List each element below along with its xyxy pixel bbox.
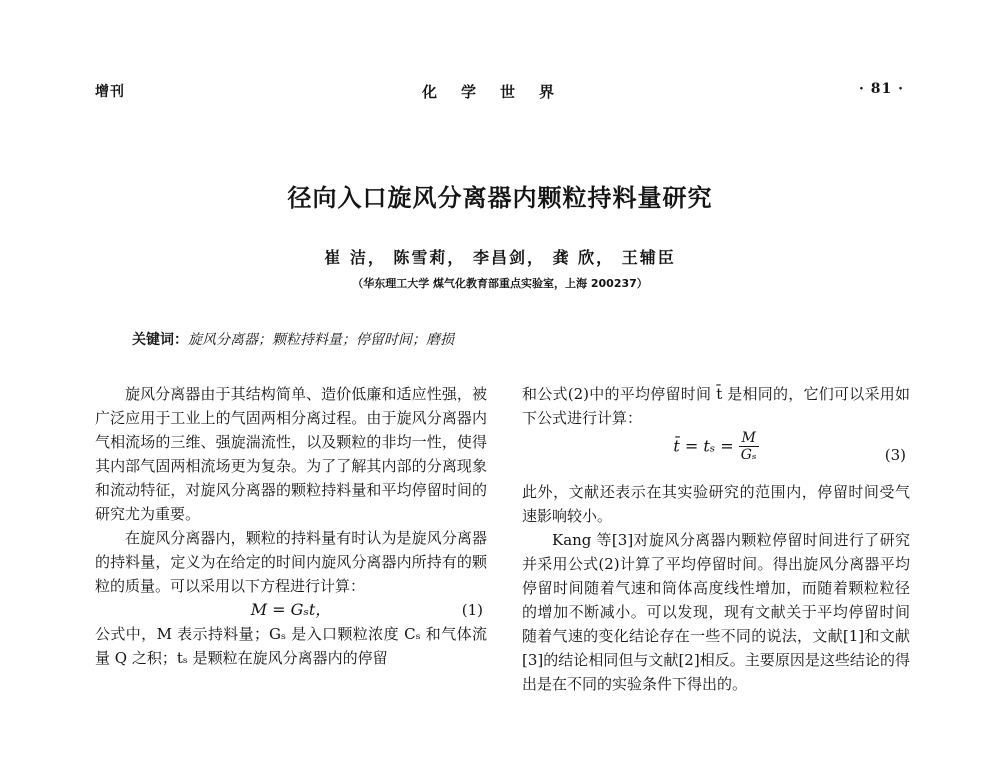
left-column — [95, 382, 487, 670]
equation-lhs: t̄ = tₛ = — [673, 436, 739, 456]
paragraph: 此外，文献还表示在其实验研究的范围内，停留时间受气速影响较小。 — [522, 483, 910, 525]
paragraph: 在旋风分离器内，颗粒的持料量有时认为是旋风分离器的持料量，定义为在给定的时间内旋风分离器内所持有的颗粒的质量。可以采用以下方程进行计算： — [95, 529, 487, 595]
paragraph: 公式中，M 表示持料量；Gₛ 是入口颗粒浓度 Cₛ 和气体流量 Q 之积；tₛ 是颗粒在旋风分离器内的停留 — [95, 625, 487, 667]
equation-1 — [95, 598, 487, 622]
journal-section-label: 增刊 — [95, 84, 125, 100]
author-list: 崔 洁， 陈雪莉， 李昌剑， 龚 欣， 王辅臣 — [324, 248, 676, 267]
keywords-line — [132, 329, 454, 349]
journal-name: 化学世界 — [421, 83, 578, 101]
right-column — [522, 382, 910, 696]
author-affiliation: （华东理工大学 煤气化教育部重点实验室，上海 200237） — [352, 277, 648, 290]
equation-body: M = Gₛt， — [250, 600, 332, 619]
page-number: · 81 · — [859, 81, 904, 97]
fraction-denominator: Gₛ — [740, 447, 757, 463]
fraction-numerator: M — [739, 430, 759, 447]
paragraph: 和公式(2)中的平均停留时间 t̄ 是相同的，它们可以采用如下公式进行计算： — [522, 385, 910, 427]
paper-title: 径向入口旋风分离器内颗粒持料量研究 — [287, 184, 713, 212]
equation-number: (3) — [884, 446, 906, 464]
fraction — [739, 430, 759, 463]
paragraph: Kang 等[3]对旋风分离器内颗粒停留时间进行了研究并采用公式(2)计算了平均停留时间。得出旋风分离器平均停留时间随着气速和筒体高度线性增加，而随着颗粒粒径的增加不断减小。可以发现，现有文献关于平均停留时间随着气速的变化结论存在一些不同的说法，文献[1]和文献[3]的结论相同但与文献[2]相反。主要原因是这些结论的得出是在不同的实验条件下得出的。 — [522, 531, 910, 693]
keywords-text: 旋风分离器；颗粒持料量；停留时间；磨损 — [188, 332, 454, 348]
equation-3 — [522, 430, 910, 480]
equation-number: (1) — [461, 601, 483, 619]
equation-body — [522, 430, 910, 463]
keywords-label: 关键词： — [132, 332, 188, 348]
paragraph: 旋风分离器由于其结构简单、造价低廉和适应性强，被广泛应用于工业上的气固两相分离过程。由于旋风分离器内气相流场的三维、强旋湍流性，以及颗粒的非均一性，使得其内部气固两相流场更为复杂。为了了解其内部的分离现象和流动特征，对旋风分离器的颗粒持料量和平均停留时间的研究尤为重要。 — [95, 385, 487, 523]
